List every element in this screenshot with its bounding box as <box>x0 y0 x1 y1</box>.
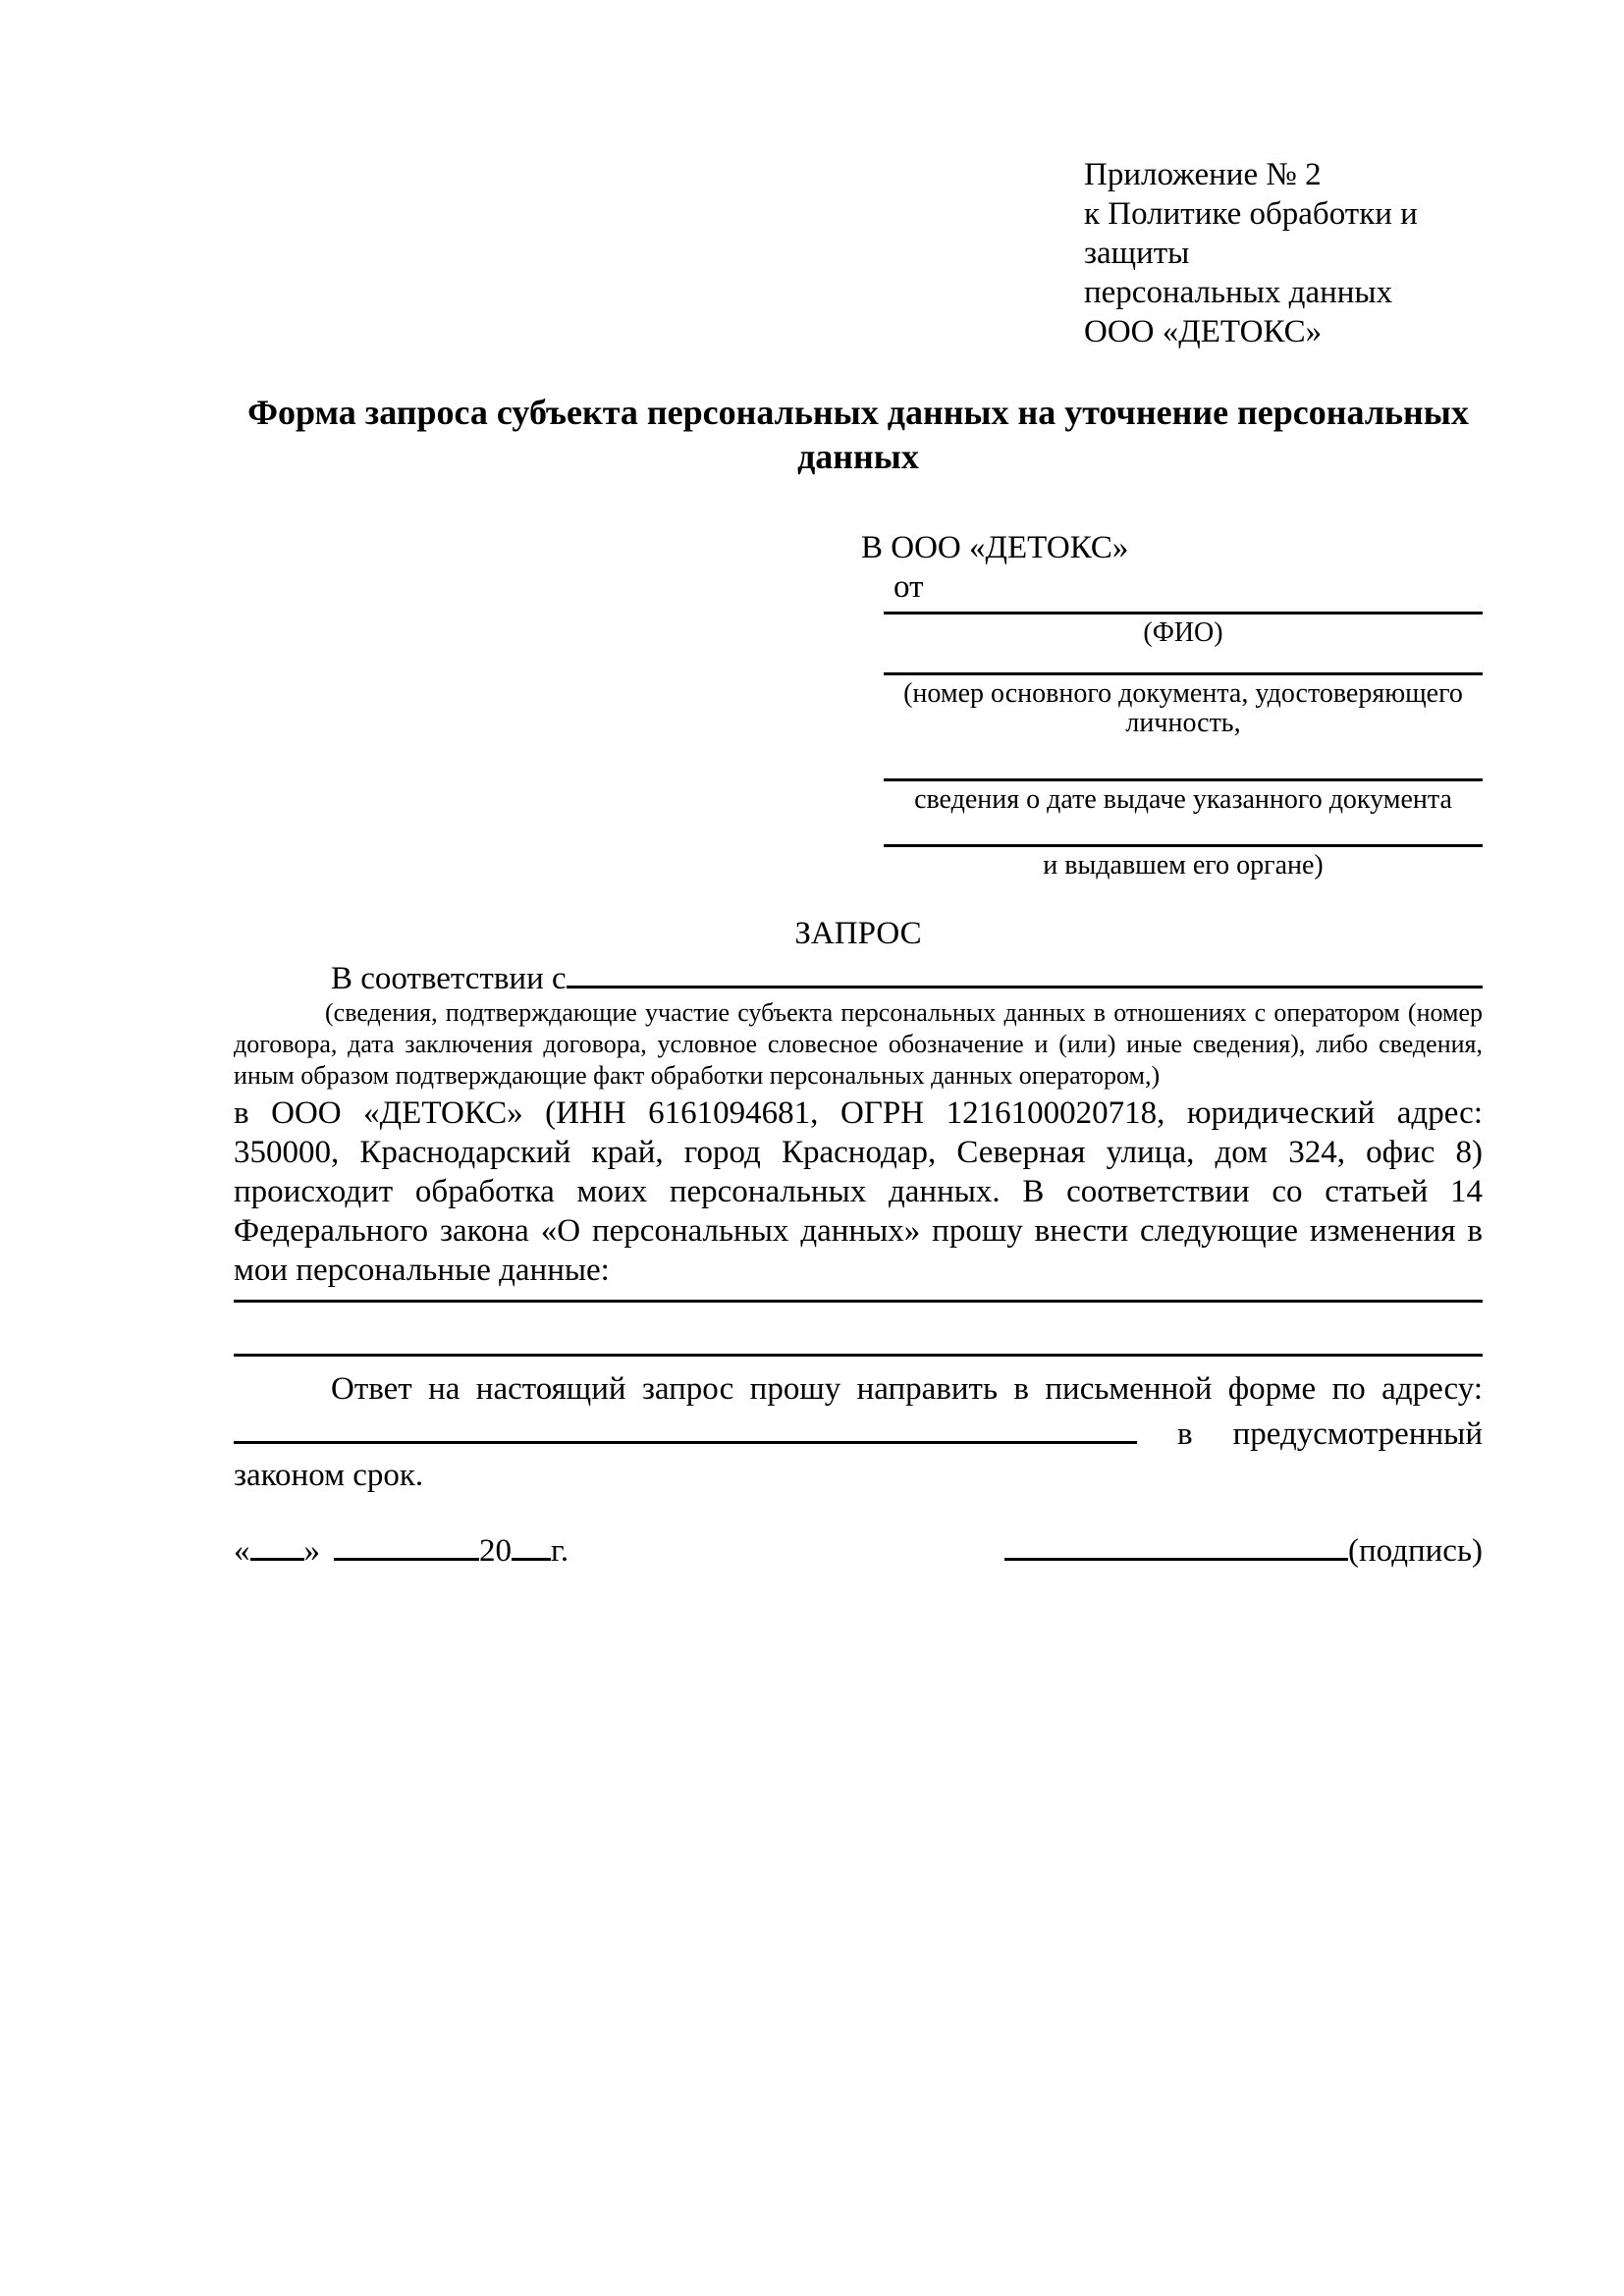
fio-caption: (ФИО) <box>1143 617 1223 648</box>
basis-label: В соответствии с <box>331 961 567 996</box>
date-field <box>234 1531 568 1572</box>
response-closing: законом срок. <box>234 1458 424 1493</box>
header-note-line: Приложение № 2 <box>1084 157 1322 192</box>
issuing-authority-blank-line <box>884 844 1483 847</box>
addressee-org: В ООО «ДЕТОКС» <box>861 530 1129 565</box>
date-day-blank <box>250 1558 304 1561</box>
address-row <box>234 1415 1483 1455</box>
address-blank-line <box>234 1441 1137 1444</box>
response-word: в <box>1177 1416 1193 1452</box>
issue-date-blank-line <box>884 778 1483 781</box>
from-label: от <box>893 569 924 605</box>
signature-row <box>234 1531 1483 1572</box>
signature-blank-line <box>1004 1558 1348 1561</box>
date-quote-close: » <box>303 1533 320 1569</box>
document-title: Форма запроса субъекта персональных данных на уточнение персональных данных <box>247 393 1469 476</box>
basis-blank-line <box>567 986 1483 988</box>
response-word: предусмотренный <box>1232 1416 1483 1452</box>
header-note-line: ООО «ДЕТОКС» <box>1084 314 1323 349</box>
changes-blank-line-1 <box>234 1300 1483 1303</box>
issuing-authority-caption: и выдавшем его органе) <box>1043 850 1324 881</box>
header-note <box>1084 155 1483 351</box>
response-paragraph: Ответ на настоящий запрос прошу направить в письменной форме по адресу: <box>331 1371 1483 1407</box>
issue-date-caption: сведения о дате выдаче указанного документа <box>914 784 1452 815</box>
signature-caption: (подпись) <box>1348 1533 1483 1569</box>
header-note-line: персональных данных <box>1084 275 1393 310</box>
request-body-paragraph: в ООО «ДЕТОКС» (ИНН 6161094681, ОГРН 1216100020718, юридический адрес: 350000, Краснодарский край, город Краснодар, Северная улица, дом 324, офис 8) происходит обработка моих персональных данных. В соответствии со статьей 14 Федерального закона «О персональных данных» прошу внести следующие изменения в мои персональные данные: <box>234 1095 1483 1288</box>
document-number-caption: (номер основного документа, удостоверяющего личность, <box>903 678 1463 738</box>
signature-field <box>1004 1531 1483 1572</box>
basis-hint: (сведения, подтверждающие участие субъекта персональных данных в отношениях с оператором (номер договора, дата заключения договора, условное словесное обозначение и (или) иные сведения), либо сведения, иным образом подтверждающие факт обработки персональных данных оператором,) <box>234 998 1483 1090</box>
request-heading: ЗАПРОС <box>794 916 922 951</box>
date-month-blank <box>334 1558 479 1561</box>
fio-blank-line <box>884 612 1483 614</box>
date-year-prefix: 20 <box>479 1533 512 1569</box>
changes-blank-line-2 <box>234 1354 1483 1357</box>
basis-row <box>234 960 1483 997</box>
document-number-blank-line <box>884 672 1483 675</box>
date-year-suffix: г. <box>551 1533 569 1569</box>
addressee-block <box>861 528 1483 881</box>
date-year-blank <box>512 1558 551 1561</box>
date-quote-open: « <box>234 1533 250 1569</box>
header-note-line: к Политике обработки и защиты <box>1084 196 1418 271</box>
